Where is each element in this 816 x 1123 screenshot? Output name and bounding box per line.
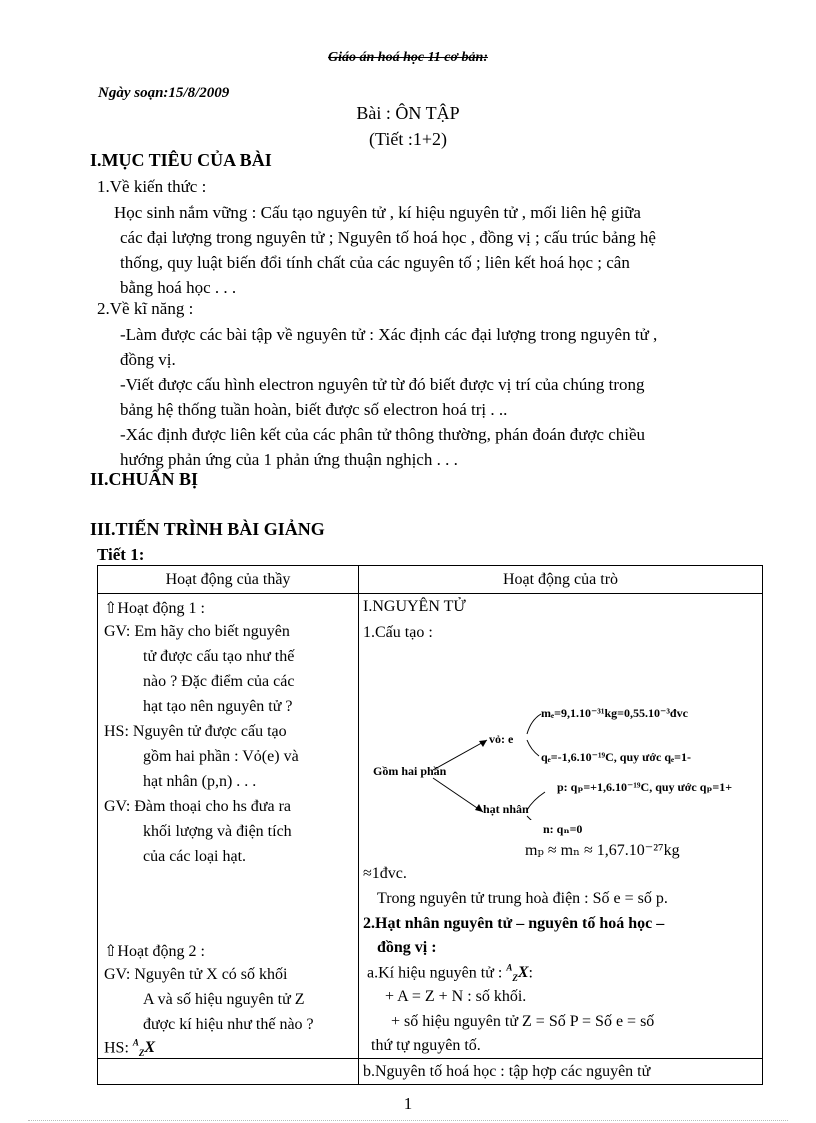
diagram-electron-charge: qₑ=-1,6.10⁻¹⁹C, quy ước qₑ=1- (541, 750, 691, 764)
student-column-header: Hoạt động của trò (359, 566, 763, 594)
diagram-shell-label: vỏ: e (489, 732, 514, 746)
teacher-line: hạt nhân (p,n) . . . (143, 773, 257, 790)
activity-table (97, 565, 763, 1085)
mass-approximation: mₚ ≈ mₙ ≈ 1,67.10⁻²⁷kg (525, 842, 680, 859)
diagram-nucleus-label: hạt nhân (483, 802, 529, 816)
section-lesson-progress: III.TIẾN TRÌNH BÀI GIẢNG (90, 519, 325, 539)
teacher-column-header: Hoạt động của thầy (98, 566, 359, 594)
atom-symbol-icon: $^A_Z$X (132, 1038, 156, 1059)
atomic-number-line-cont: thứ tự nguyên tố. (371, 1037, 481, 1054)
teacher-line: A và số hiệu nguyên tử Z (143, 991, 305, 1008)
student-activities-cell (359, 594, 763, 1059)
skills-line: -Viết được cấu hình electron nguyên tử từ đó biết được vị trí của chúng trong (120, 375, 645, 394)
diagram-branch (527, 714, 541, 734)
preparation-date: Ngày soạn:15/8/2009 (98, 85, 230, 101)
atomic-number-line: + số hiệu nguyên tử Z = Số P = Số e = số (391, 1013, 655, 1030)
teacher-line: khối lượng và điện tích (143, 823, 292, 840)
diagram-neutron-charge: n: qₙ=0 (543, 822, 583, 836)
teacher-activities-cell-cont (98, 1059, 359, 1085)
diagram-proton-charge: p: qₚ=+1,6.10⁻¹⁹C, quy ước qₚ=1+ (557, 780, 733, 794)
neutrality-statement: Trong nguyên tử trung hoà điện : Số e = số p. (377, 890, 668, 907)
diagram-branch (527, 816, 539, 820)
arrow-head-icon (475, 804, 483, 812)
period-1-label: Tiết 1: (97, 545, 145, 564)
knowledge-line: bằng hoá học . . . (120, 278, 237, 297)
knowledge-paragraph (114, 200, 656, 300)
skills-line: -Làm được các bài tập về nguyên tử : Xác định các đại lượng trong nguyên tử , (120, 325, 658, 344)
nucleus-heading-cont: đồng vị : (377, 939, 437, 956)
teacher-line: GV: Nguyên tử X có số khối (104, 966, 288, 983)
section-objectives: I.MỤC TIÊU CỦA BÀI (90, 150, 272, 170)
activity-1-heading: ⇧Hoạt động 1 : (104, 600, 205, 617)
diagram-branch (527, 792, 545, 810)
diagram-branch (433, 778, 483, 812)
teacher-line: được kí hiệu như thế nào ? (143, 1016, 314, 1033)
teacher-line: GV: Em hãy cho biết nguyên (104, 623, 290, 640)
page-divider (28, 1120, 788, 1121)
nucleus-heading: 2.Hạt nhân nguyên tử – nguyên tố hoá học – (363, 915, 665, 932)
atom-heading: I.NGUYÊN TỬ (363, 598, 466, 615)
activity-bullet-icon: ⇧ (104, 600, 118, 617)
section-preparation: II.CHUẨN BỊ (90, 469, 199, 489)
mass-unit-approx: ≈1đvc. (363, 865, 407, 882)
teacher-line: hạt tạo nên nguyên tử ? (143, 698, 293, 715)
atomic-symbol-line: a.Kí hiệu nguyên tử : $^A_Z$X: (367, 963, 533, 984)
skills-line: -Xác định được liên kết của các phân tử thông thường, phán đoán được chiều (120, 425, 646, 444)
structure-heading: 1.Cấu tạo : (363, 624, 433, 641)
teacher-line: HS: $^A_Z$X (104, 1038, 156, 1059)
diagram-branch (527, 740, 539, 756)
skills-line: hướng phản ứng của 1 phản ứng thuận nghịch . . . (120, 450, 458, 469)
teacher-line: HS: Nguyên tử được cấu tạo (104, 723, 287, 740)
skills-heading: 2.Về kĩ năng : (97, 299, 194, 318)
skills-line: đồng vị. (120, 350, 176, 369)
diagram-root-label: Gồm hai phần (373, 764, 447, 778)
diagram-electron-mass: mₑ=9,1.10⁻³¹kg=0,55.10⁻³đvc (541, 706, 688, 720)
teacher-line: gồm hai phần : Vỏ(e) và (143, 748, 299, 765)
atom-symbol-icon: $^A_Z$X (506, 963, 529, 984)
document-header: Giáo án hoá học 11 cơ bản: (328, 50, 488, 65)
knowledge-heading: 1.Về kiến thức : (97, 177, 207, 196)
element-definition-line: b.Nguyên tố hoá học : tập hợp các nguyên tử (359, 1059, 763, 1085)
lesson-periods: (Tiết :1+2) (369, 129, 447, 149)
teacher-activities-cell (98, 594, 359, 1059)
knowledge-line: các đại lượng trong nguyên tử ; Nguyên tố hoá học , đồng vị ; cấu trúc bảng hệ (120, 228, 656, 247)
teacher-line: nào ? Đặc điểm của các (143, 673, 295, 690)
teacher-line: của các loại hạt. (143, 848, 247, 865)
knowledge-line: thống, quy luật biến đổi tính chất của các nguyên tố ; liên kết hoá học ; cân (120, 253, 630, 272)
skills-line: bảng hệ thống tuần hoàn, biết được số electron hoá trị . .. (120, 400, 508, 419)
page-number: 1 (403, 1094, 413, 1113)
mass-number-line: + A = Z + N : số khối. (385, 988, 527, 1005)
teacher-line: tử được cấu tạo như thế (143, 648, 295, 665)
teacher-line: GV: Đàm thoại cho hs đưa ra (104, 798, 291, 815)
lesson-title: Bài : ÔN TẬP (356, 103, 460, 123)
knowledge-line: Học sinh nắm vững : Cấu tạo nguyên tử , kí hiệu nguyên tử , mối liên hệ giữa (114, 203, 641, 222)
activity-bullet-icon: ⇧ (104, 943, 118, 960)
activity-2-heading: ⇧Hoạt động 2 : (104, 943, 205, 960)
skills-paragraph (120, 322, 657, 472)
